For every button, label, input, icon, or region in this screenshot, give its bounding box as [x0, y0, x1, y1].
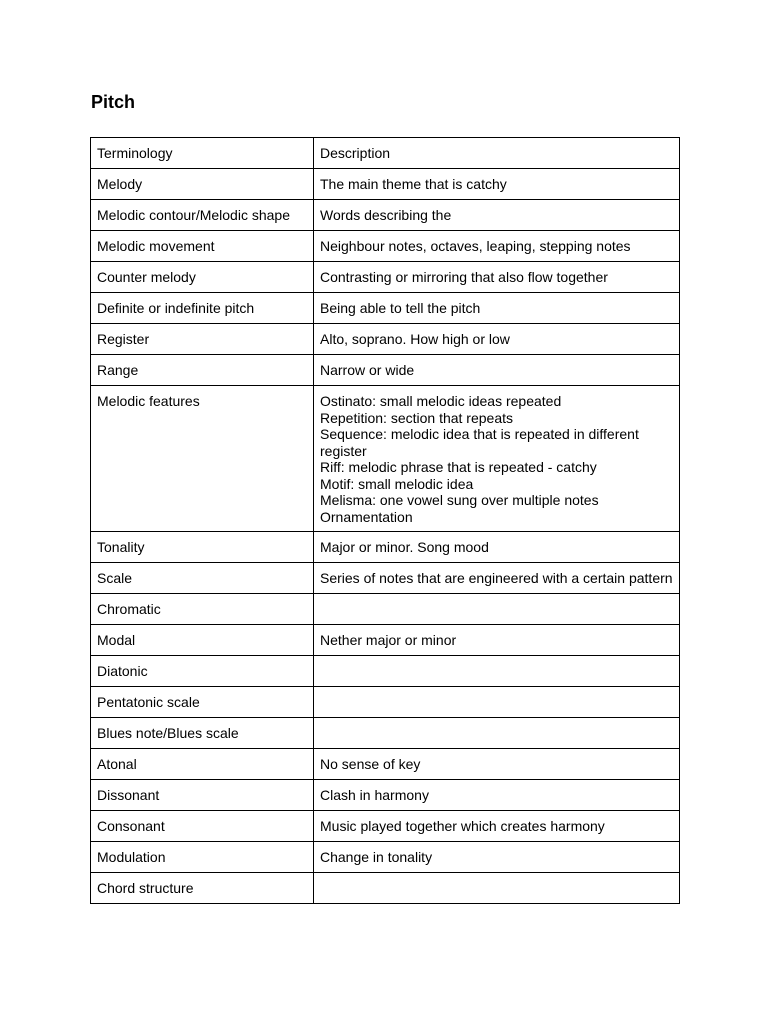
- table-row: [91, 563, 680, 594]
- description-cell: Major or minor. Song mood: [314, 532, 680, 563]
- table-row: [91, 873, 680, 904]
- term-cell: Chromatic: [91, 594, 314, 625]
- term-cell: Modal: [91, 625, 314, 656]
- description-cell: No sense of key: [314, 749, 680, 780]
- table-row: [91, 324, 680, 355]
- description-cell: [314, 594, 680, 625]
- table-row: [91, 293, 680, 324]
- description-cell: [314, 718, 680, 749]
- term-cell: Dissonant: [91, 780, 314, 811]
- term-cell: Modulation: [91, 842, 314, 873]
- term-cell: Melodic contour/Melodic shape: [91, 200, 314, 231]
- table-header-row: [91, 138, 680, 169]
- description-cell: [314, 873, 680, 904]
- table-row: [91, 749, 680, 780]
- description-cell: Narrow or wide: [314, 355, 680, 386]
- table-row: [91, 594, 680, 625]
- table-row: [91, 532, 680, 563]
- description-cell: Nether major or minor: [314, 625, 680, 656]
- description-cell: Series of notes that are engineered with a certain pattern: [314, 563, 680, 594]
- description-cell: Words describing the: [314, 200, 680, 231]
- term-cell: Melody: [91, 169, 314, 200]
- term-cell: Counter melody: [91, 262, 314, 293]
- term-cell: Atonal: [91, 749, 314, 780]
- table-row: [91, 687, 680, 718]
- description-cell: Contrasting or mirroring that also flow together: [314, 262, 680, 293]
- table-row: [91, 780, 680, 811]
- header-cell-terminology: Terminology: [91, 138, 314, 169]
- term-cell: Tonality: [91, 532, 314, 563]
- page-title: Pitch: [91, 92, 136, 112]
- term-cell: Melodic features: [91, 386, 314, 532]
- table-row: [91, 842, 680, 873]
- description-cell: Alto, soprano. How high or low: [314, 324, 680, 355]
- description-cell: Change in tonality: [314, 842, 680, 873]
- description-cell: Being able to tell the pitch: [314, 293, 680, 324]
- header-cell-description: Description: [314, 138, 680, 169]
- table-row: [91, 656, 680, 687]
- term-cell: Definite or indefinite pitch: [91, 293, 314, 324]
- term-cell: Pentatonic scale: [91, 687, 314, 718]
- term-cell: Blues note/Blues scale: [91, 718, 314, 749]
- description-cell: Ostinato: small melodic ideas repeated Repetition: section that repeats Sequence: melodic idea that is repeated in different register Riff: melodic phrase that is repeated - catchy Motif: small melodic idea Melisma: one vowel sung over multiple notes Ornamentation: [314, 386, 680, 532]
- term-cell: Register: [91, 324, 314, 355]
- table-body: [91, 138, 680, 904]
- term-cell: Chord structure: [91, 873, 314, 904]
- term-cell: Melodic movement: [91, 231, 314, 262]
- table-row: [91, 625, 680, 656]
- table-row: [91, 811, 680, 842]
- table-row: [91, 200, 680, 231]
- description-cell: The main theme that is catchy: [314, 169, 680, 200]
- description-cell: Neighbour notes, octaves, leaping, stepping notes: [314, 231, 680, 262]
- term-cell: Diatonic: [91, 656, 314, 687]
- table-row: [91, 386, 680, 532]
- table-row: [91, 231, 680, 262]
- description-cell: [314, 656, 680, 687]
- description-cell: Music played together which creates harmony: [314, 811, 680, 842]
- table-row: [91, 718, 680, 749]
- description-cell: [314, 687, 680, 718]
- pitch-terminology-table: [90, 137, 680, 904]
- table-row: [91, 169, 680, 200]
- term-cell: Range: [91, 355, 314, 386]
- term-cell: Consonant: [91, 811, 314, 842]
- term-cell: Scale: [91, 563, 314, 594]
- table-row: [91, 355, 680, 386]
- description-cell: Clash in harmony: [314, 780, 680, 811]
- table-row: [91, 262, 680, 293]
